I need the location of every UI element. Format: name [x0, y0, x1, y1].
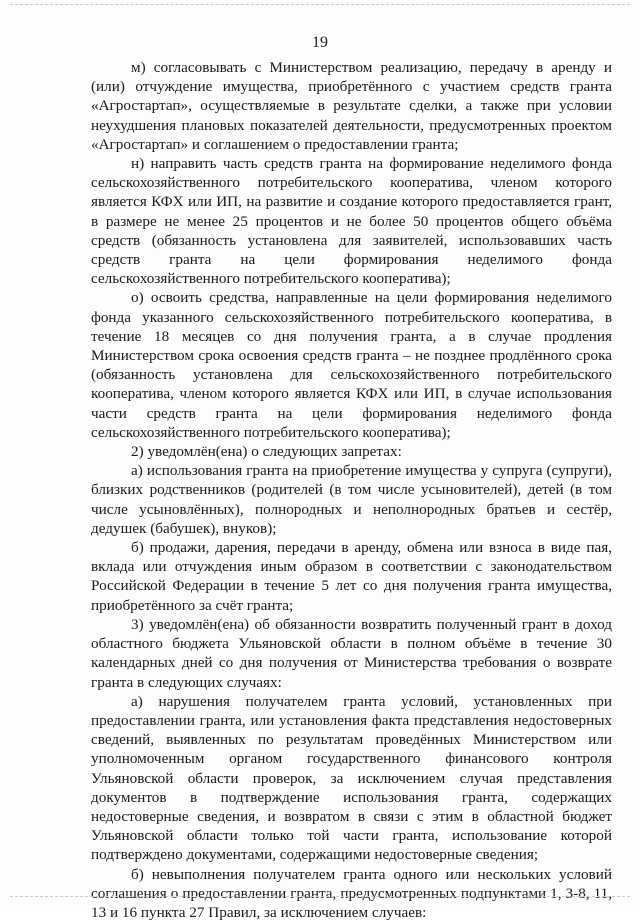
paragraph-o: о) освоить средства, направленные на цели формирования неделимого фонда указанного сельскохозяйственного потребительского кооператива, в течение 18 месяцев со дня получения гранта, а в случае продления Министерством срока освоения средств гранта – не позднее продлённого срока (обязанность установлена для сельскохозяйственного потребительского кооператива, членом которого является КФХ или ИП, в случае использования части средств гранта на цели формирования неделимого фонда сельскохозяйственного потребительского кооператива);: [91, 289, 612, 441]
scan-edge-bottom: [10, 896, 630, 899]
document-body: [91, 58, 612, 922]
page-number: 19: [312, 34, 328, 51]
paragraph-3b: б) невыполнения получателем гранта одного или нескольких условий соглашения о предоставлении гранта, предусмотренных подпунктами 1, 3-8, 11, 13 и 16 пункта 27 Правил, за исключением случаев:: [91, 865, 612, 921]
paragraph-n: н) направить часть средств гранта на формирование неделимого фонда сельскохозяйственного потребительского кооператива, членом которого является КФХ или ИП, на развитие и создание которого предоставляется грант, в размере не менее 25 процентов и не более 50 процентов общего объёма средств (обязанность установлена для заявителей, использовавших часть средств гранта на цели формирования неделимого фонда сельскохозяйственного потребительского кооператива);: [91, 155, 612, 288]
paragraph-3: 3) уведомлён(ена) об обязанности возвратить полученный грант в доход областного бюджета Ульяновской области в полном объёме в течение 30 календарных дней со дня получения от Министерства требования о возврате гранта в следующих случаях:: [91, 615, 612, 691]
paragraph-3a: а) нарушения получателем гранта условий, установленных при предоставлении гранта, или установления факта представления недостоверных сведений, выявленных по результатам проведённых Министерством или уполномоченным органом государственного финансового контроля Ульяновской области проверок, за исключением случая представления документов в подтверждение использования гранта, содержащих недостоверные сведения, и возвратом в связи с этим в областной бюджет Ульяновской области только той части гранта, использование которой подтверждено документами, содержащими недостоверные сведения;: [91, 692, 612, 864]
scan-edge-top: [10, 4, 630, 7]
paragraph-2b: б) продажи, дарения, передачи в аренду, обмена или взноса в виде пая, вклада или отчуждения иным образом в соответствии с законодательством Российской Федерации в течение 5 лет со дня получения гранта имущества, приобретённого за счёт гранта;: [91, 539, 612, 614]
paragraph-2a: а) использования гранта на приобретение имущества у супруга (супруги), близких родственников (родителей (в том числе усыновителей), детей (в том числе усыновлённых), полнородных и неполнородных братьев и сестёр, дедушек (бабушек), внуков);: [91, 462, 612, 537]
paragraph-2: 2) уведомлён(ена) о следующих запретах:: [131, 443, 402, 461]
paragraph-m: м) согласовывать с Министерством реализацию, передачу в аренду и (или) отчуждение имущества, приобретённого с участием средств гранта «Агростартап», осуществляемые в результате сделки, а также при условии неухудшения плановых показателей деятельности, предусмотренных проектом «Агростартап» и соглашением о предоставлении гранта;: [91, 59, 612, 153]
